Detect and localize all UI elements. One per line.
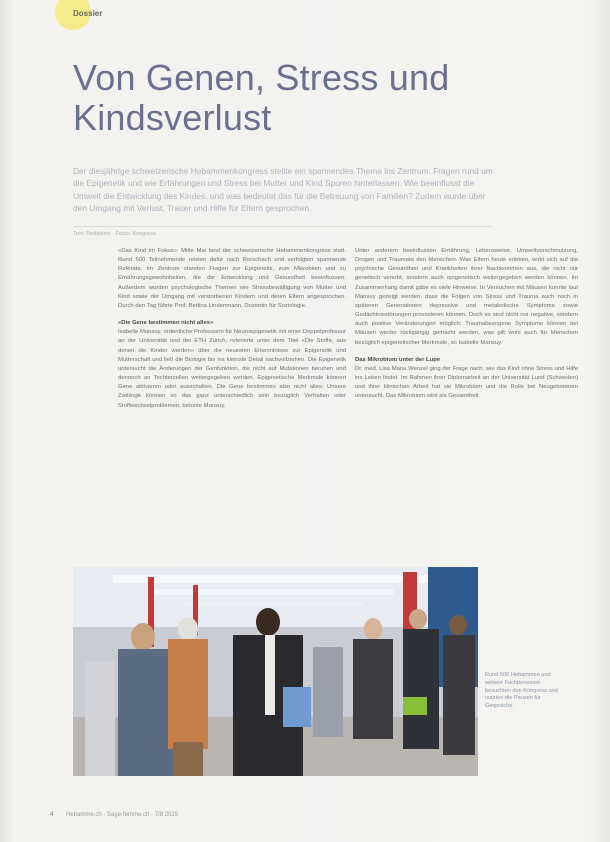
section-heading-genes: «Die Gene bestimmen nicht alles» [118, 320, 214, 327]
article-byline: Text: Redaktion · Fotos: Kongress [73, 231, 156, 237]
publication-footer: Hebamme.ch · Sage-femme.ch · 7/8 2025 [66, 812, 179, 818]
right-column [355, 247, 578, 410]
page-number: 4 [50, 812, 54, 818]
byline-divider [73, 226, 493, 227]
body-paragraph-environment: Unter anderem beeinflussen Ernährung, Lebensweise, Umweltverschmutzung, Drogen und Traumata den Menschen. Was Eltern heute erleben, wirkt sich auf die psychische Gesundheit und Krankheiten ihrer Nachkommen aus, die nicht nur genetisch vererbt, sondern auch epigenetisch weitergegeben werden können. Im Zusammenhang damit gäbe es viele Hinweise. In Versuchen mit Mäusen konnte laut Mansuy gezeigt werden, dass die Folgen von Stress und Trauma auch noch in späteren Generationen depressive und metabolische Symptome sowie Gedächtnisstörungen provozieren können. Doch es sind nicht nur negative, sondern auch positive Veränderungen möglich: Traumabezogene Symptome können bei Mäusen wieder rückgängig gemacht werden, was gilt wohl auch für Menschen bezüglich epigenetischer Merkmale, so Isabelle Mansuy. [355, 248, 578, 346]
rubric-label: Dossier [73, 9, 103, 18]
congress-hall-photo [73, 567, 478, 776]
article-headline: Von Genen, Stress und Kindsverlust [73, 57, 450, 138]
photo-caption: Rund 500 Hebammen und weitere Fachpersonen besuchten den Kongress und nutzten die Pausen für Gespräche. [485, 672, 558, 710]
body-paragraph-genes: Isabelle Mansuy, ordentliche Professorin für Neuroepigenetik mit einer Doppelprofessur an der Universität und der ETH Zürich, referierte unter dem Titel «Die Stoffe, aus denen die Kinder werden» über die neuesten Erkenntnisse zur Epigenetik und Mutterschaft und ließ die Biologie bis ins kleinste Detail nachvollziehen. Die Epigenetik untersucht die Änderungen der Genfunktion, die nicht auf Mutationen beruhen und dennoch an Tochterzellen weitergegeben werden. Epigenetische Merkmale können Gene aktivieren oder ausschalten. Die Gene bestimmen also nicht alles: Unsere Zwillinge können so das ganz unterschiedlich sein bezüglich Verhalten oder Stoffwechselproblemen, betonte Mansuy. [118, 329, 346, 409]
body-paragraph-microbiome: Dr. med. Lisa Maria Wenzel ging der Frage nach, wie das Kind ohne Stress und Hilfe ins Leben findet. Im Rahmen ihrer Diplomarbeit an der Universität Lund (Schweden) und ihrer klinischen Arbeit hat sie Mikrobiom und die Rolle bei Neugeborenen untersucht. Das Mikrobiom wird als Gesamtheit [355, 365, 578, 400]
left-column [118, 247, 346, 419]
article-lead: Der diesjährige schweizerische Hebammenkongress stellte ein spannendes Thema ins Zentrum: Fragen rund um die Epigenetik und wie Erfahrungen und Stress bei Mutter und Kind Spuren hinterlassen. Wie beeinflusst die Umwelt die Entwicklung des Kindes, und was bedeutet das für die Betreuung von Familien? Zudem wurde über den Umgang mit Verlust, Trauer und Hilfe für Eltern gesprochen. [73, 166, 493, 214]
section-heading-microbiome: Das Mikrobiom unter der Lupe [355, 356, 441, 363]
intro-paragraph: «Das Kind im Fokus»: Mitte Mai fand der schweizerische Hebammenkongress statt. Rund 500 Teilnehmende reisten dafür nach Rorschach und verfolgten spannende Referate. Im Zentrum standen Fragen zur Epigenetik, zum Mikrobiom und zu Ernährungsgewohnheiten, die die Entwicklung und Gesundheit beeinflussen. Außerdem wurden psychologische Themen wie Stressbewältigung von Mutter und Kind sowie der Umgang mit verstorbenen Kindern und deren Eltern angesprochen. Durch den Tag führte Prof. Bettina Lindenmann, Dozentin für Soziologie. [118, 248, 346, 309]
